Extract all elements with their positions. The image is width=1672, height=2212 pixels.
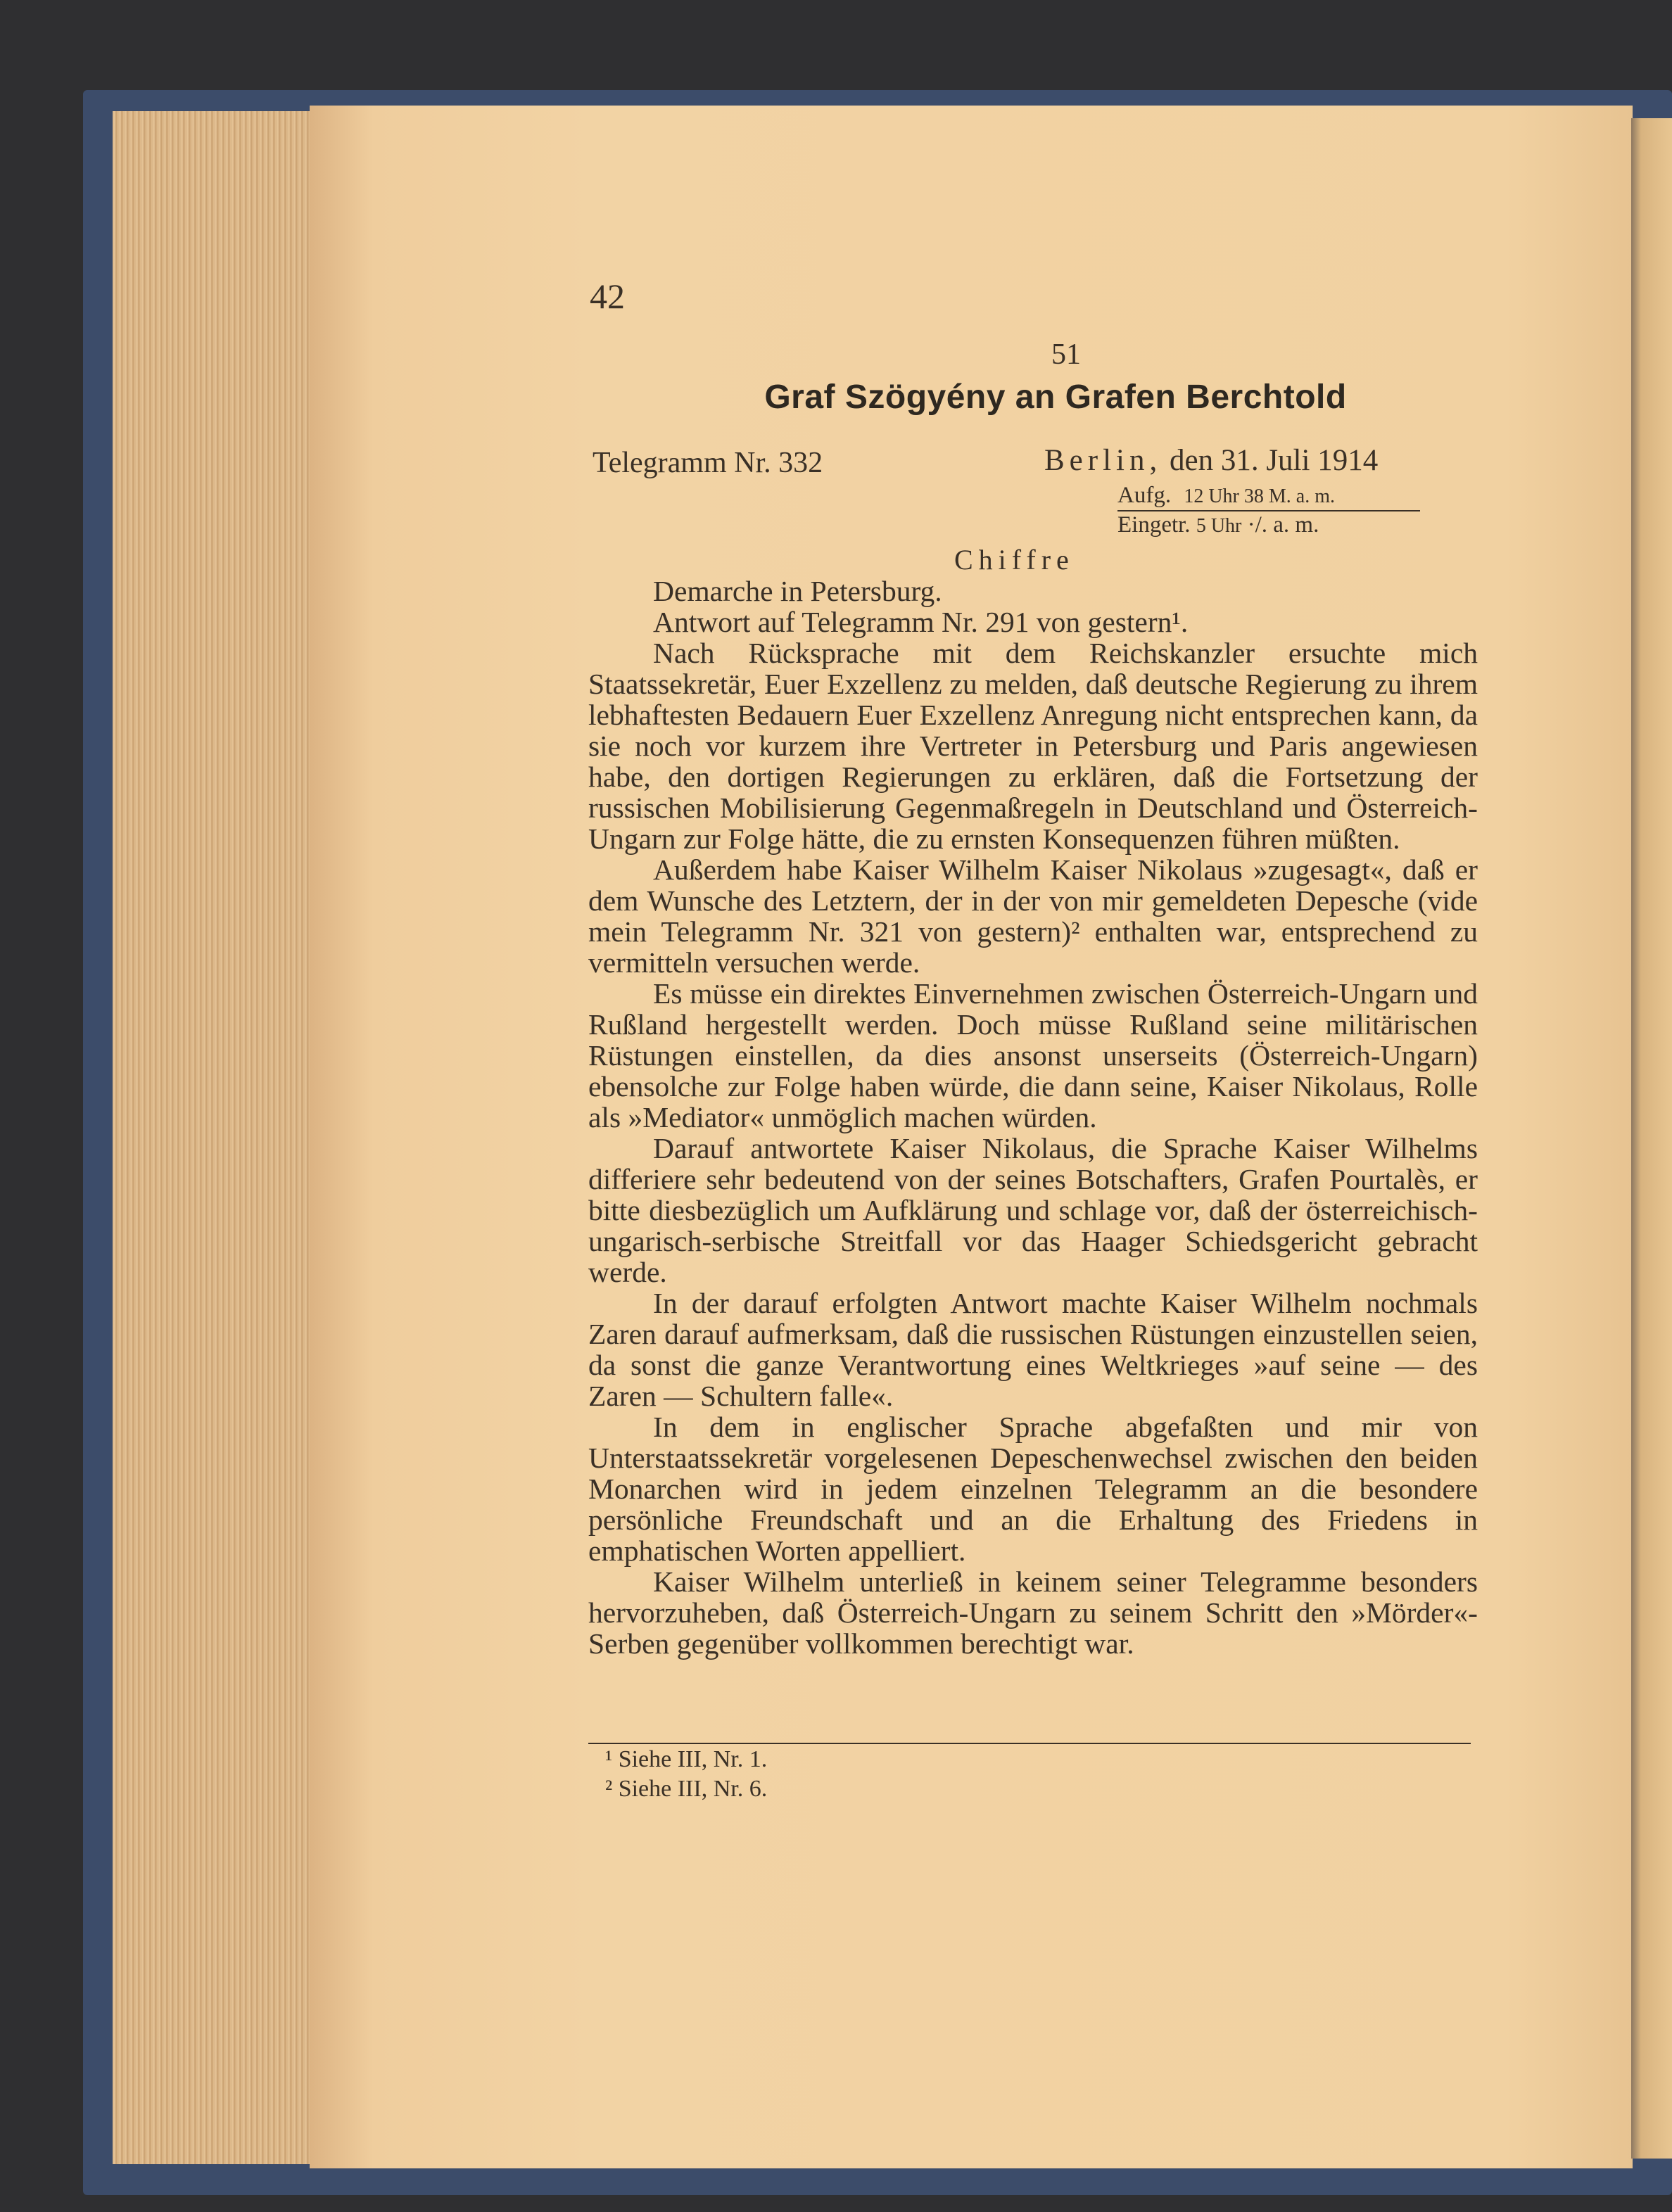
page-stack-edges <box>113 111 324 2164</box>
paragraph: Darauf antwortete Kaiser Nikolaus, die Sprache Kaiser Wilhelms differiere sehr bedeutend von der seines Botschafters, Grafen Pourtalès, er bitte diesbezüglich um Aufklärung und schlage vor, daß der österreichisch-ungarisch-serbische Streitfall vor das Haager Schiedsgericht gebracht werde. <box>588 1132 1478 1288</box>
paragraph: Antwort auf Telegramm Nr. 291 von gestern¹. <box>653 606 1189 638</box>
footnotes <box>605 1745 767 1804</box>
eingetr-label: Eingetr. <box>1117 512 1191 538</box>
place: Berlin, <box>1044 444 1163 477</box>
paragraph: Demarche in Petersburg. <box>653 575 942 607</box>
facing-page-edge <box>1631 118 1672 2159</box>
telegram-label: Telegramm Nr. 332 <box>593 447 823 479</box>
body-text <box>588 576 1478 1659</box>
paragraph: Kaiser Wilhelm unterließ in keinem seiner Telegramme besonders hervorzuheben, daß Österreich-Ungarn zu seinem Schritt den »Mörder«-Serben gegenüber vollkommen berechtigt war. <box>588 1565 1478 1660</box>
paragraph: In dem in englischer Sprache abgefaßten und mir von Unterstaatssekretär vorgelesenen Depeschenwechsel zwischen den beiden Monarchen wird in jedem einzelnen Telegramm an die besondere persönliche Freundschaft und an die Erhaltung des Friedens in emphatischen Worten appelliert. <box>588 1411 1478 1567</box>
footnote-rule <box>588 1743 1471 1744</box>
date: den 31. Juli 1914 <box>1169 444 1379 477</box>
chiffre-label: Chiffre <box>954 544 1075 576</box>
document-heading: Graf Szögyény an Grafen Berchtold <box>764 379 1347 416</box>
paragraph: Es müsse ein direktes Einvernehmen zwischen Österreich-Ungarn und Rußland hergestellt werden. Doch müsse Rußland seine militärischen Rüstungen einstellen, da dies ansonst unserseits (Österreich-Ungarn) ebensolche zur Folge haben würde, die dann seine, Kaiser Nikolaus, Rolle als »Mediator« unmöglich machen würden. <box>588 977 1478 1133</box>
paragraph: In der darauf erfolgten Antwort machte Kaiser Wilhelm nochmals Zaren darauf aufmerksam, daß die russischen Rüstungen einzustellen seien, da sonst die ganze Verantwortung eines Weltkrieges »auf seine — des Zaren — Schultern falle«. <box>588 1287 1478 1412</box>
eingetr-suffix: ·/. a. m. <box>1247 512 1319 538</box>
eingetr-time: 5 Uhr <box>1196 515 1242 537</box>
footnote: ² Siehe III, Nr. 6. <box>605 1776 768 1802</box>
aufg-time: 12 Uhr 38 M. a. m. <box>1184 485 1335 507</box>
document-number: 51 <box>1051 338 1081 371</box>
paragraph: Außerdem habe Kaiser Wilhelm Kaiser Nikolaus »zugesagt«, daß er dem Wunsche des Letztern, der in der von mir gemeldeten Depesche (vide mein Telegramm Nr. 321 von gestern)² enthalten war, entsprechend zu vermitteln versuchen werde. <box>588 853 1478 979</box>
aufg-label: Aufg. <box>1117 483 1172 508</box>
place-date <box>1044 443 1378 478</box>
eingetr-line <box>1117 512 1420 538</box>
footnote: ¹ Siehe III, Nr. 1. <box>605 1746 768 1772</box>
paragraph: Nach Rücksprache mit dem Reichskanzler ersuchte mich Staatssekretär, Euer Exzellenz zu melden, daß deutsche Regierung zu ihrem lebhaftesten Bedauern Euer Exzellenz Anregung nicht entsprechen kann, da sie noch vor kurzem ihre Vertreter in Petersburg und Paris angewiesen habe, den dortigen Regierungen zu erklären, daß die Fortsetzung der russischen Mobilisierung Gegenmaßregeln in Deutschland und Österreich-Ungarn zur Folge hätte, die zu ernsten Konsequenzen führen müßten. <box>588 637 1478 855</box>
aufg-line <box>1117 483 1420 511</box>
page-number: 42 <box>590 276 625 316</box>
